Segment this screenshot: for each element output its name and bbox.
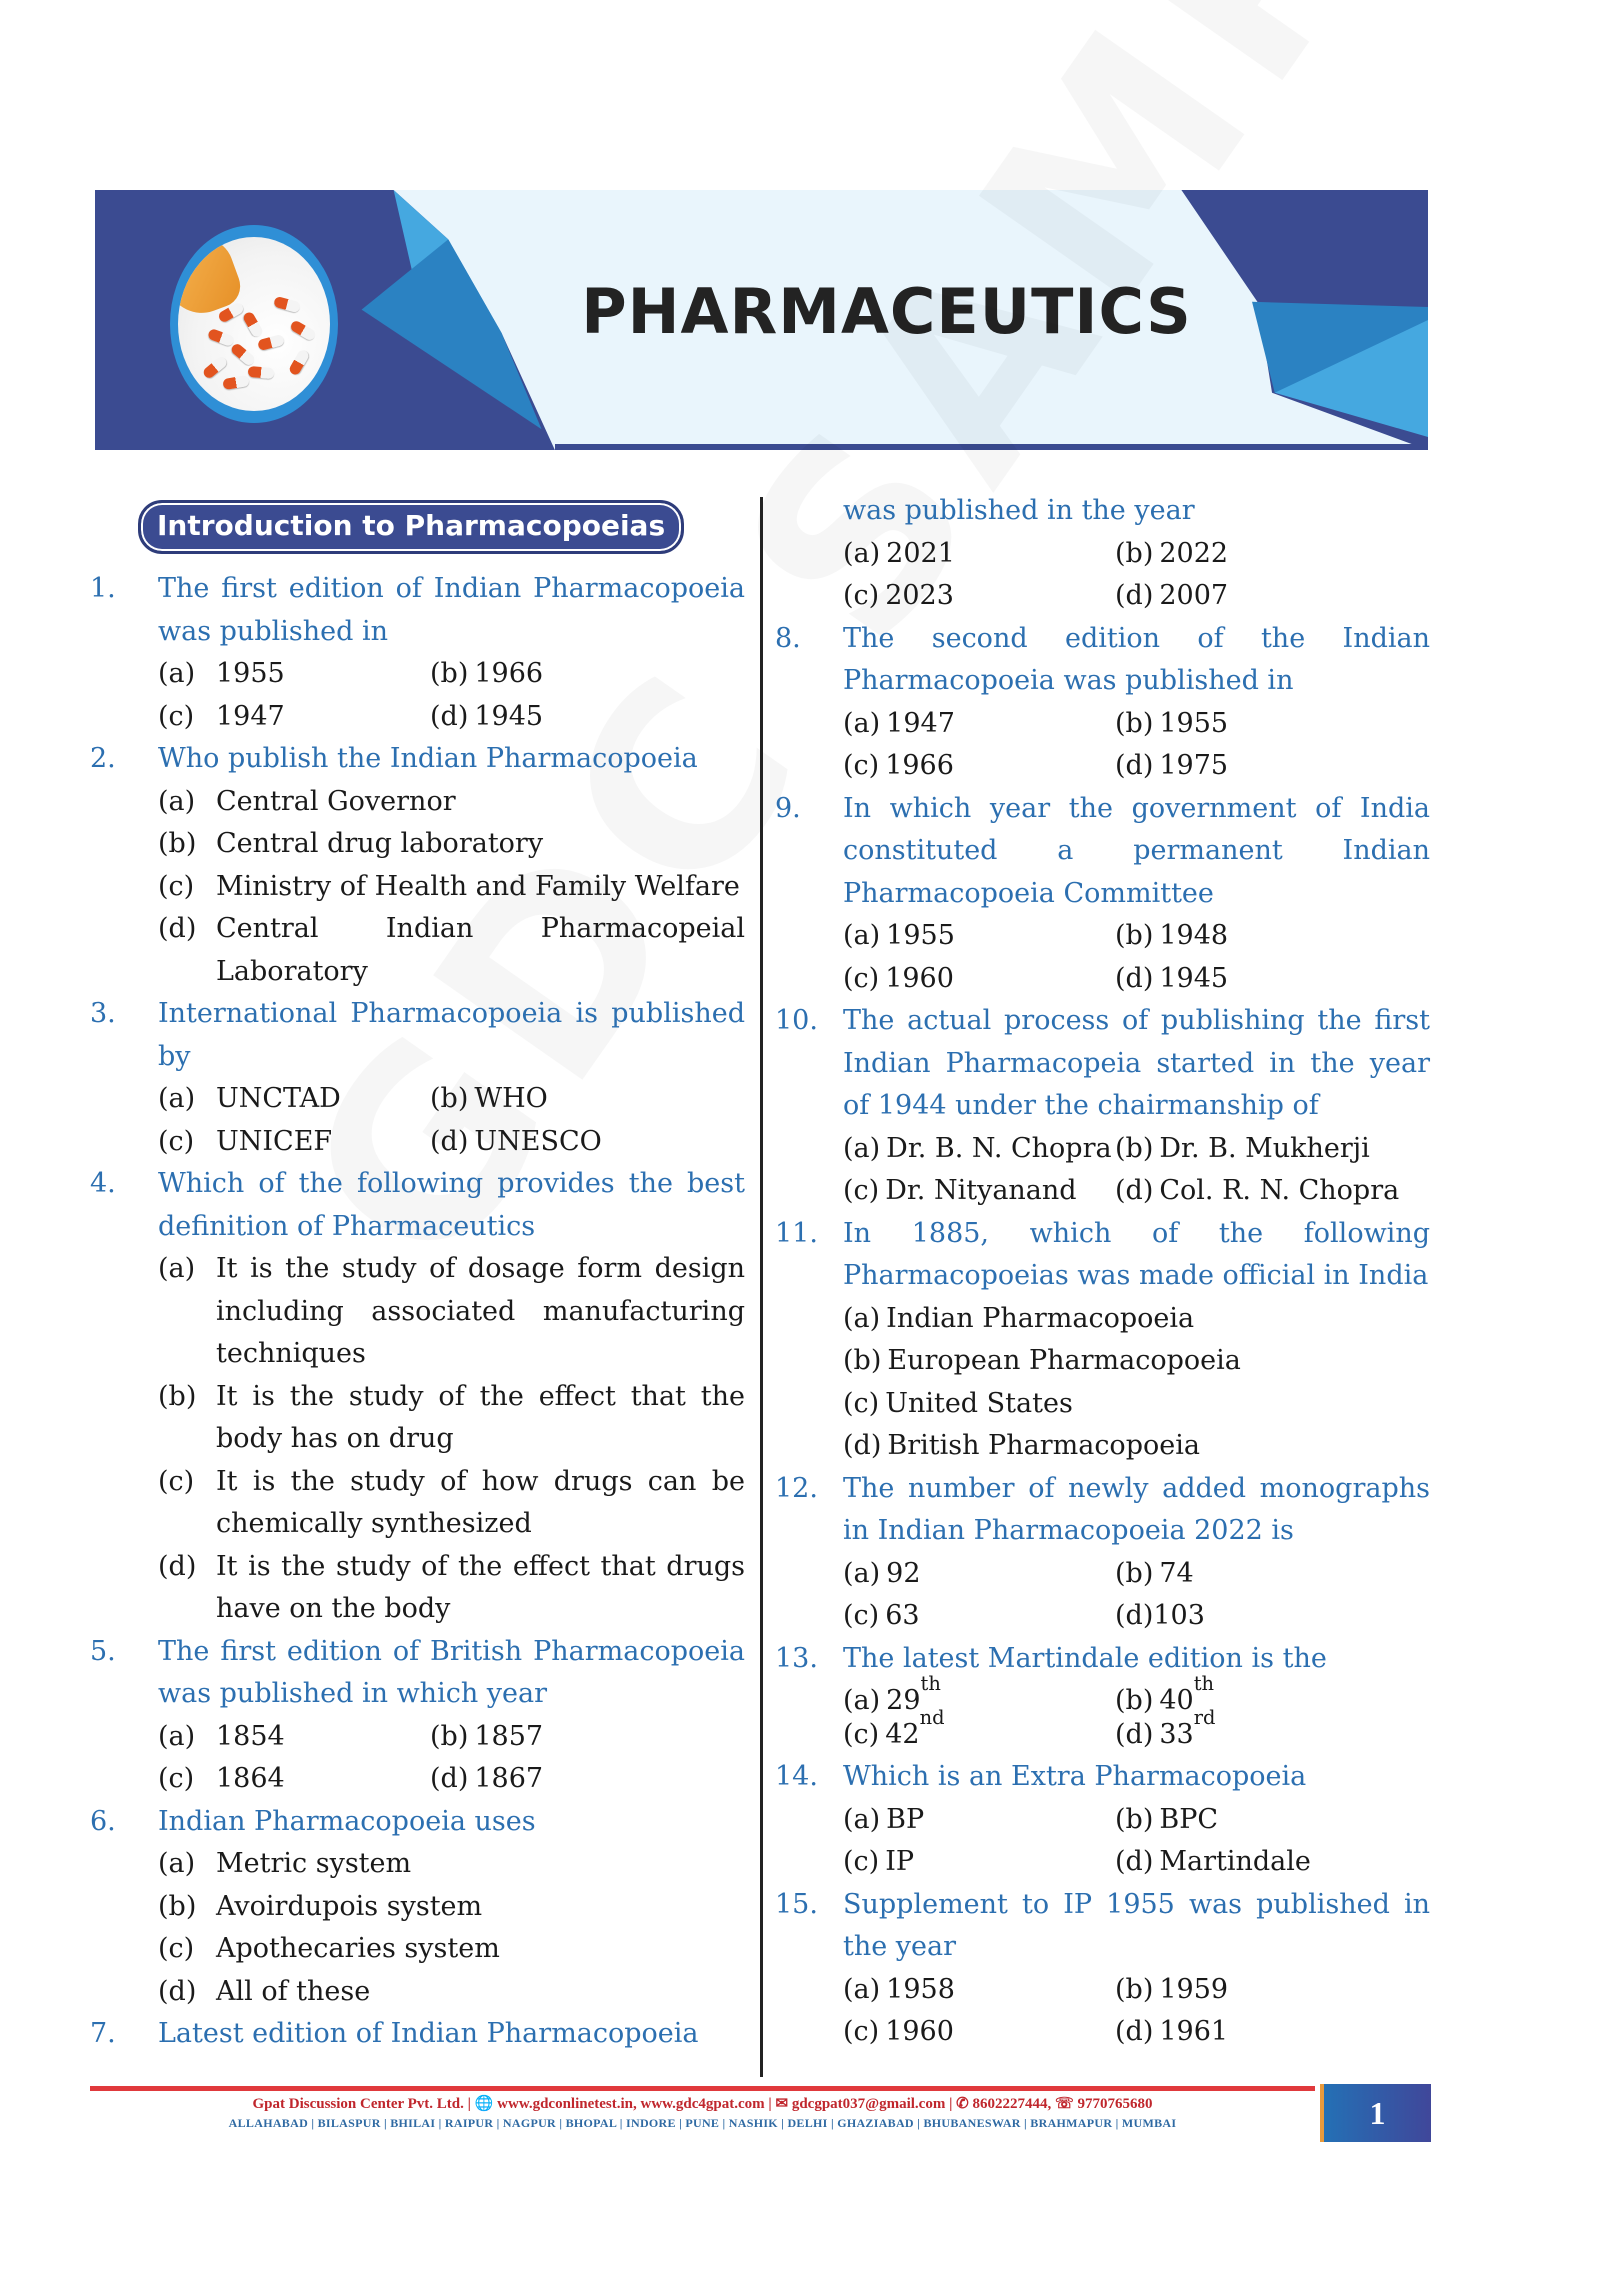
ordinal-suffix: th <box>1193 1672 1215 1695</box>
option-value: 29 <box>886 1685 921 1716</box>
option-label: (d) <box>158 913 197 944</box>
option-value: Col. R. N. Chopra <box>1159 1175 1400 1206</box>
option-c[interactable] <box>843 2011 1115 2054</box>
option-a[interactable] <box>158 1843 745 1886</box>
option-a[interactable] <box>158 1716 430 1759</box>
option-value: 1864 <box>216 1763 285 1794</box>
option-value: 1966 <box>885 750 954 781</box>
option-label: (c) <box>158 1763 195 1794</box>
option-label: (d) <box>158 1975 197 2007</box>
option-label: (b) <box>1115 537 1154 569</box>
option-label: (a) <box>843 1132 881 1164</box>
option-d[interactable] <box>1115 958 1430 1001</box>
option-b[interactable] <box>1115 1799 1430 1842</box>
option-label: (a) <box>843 1557 881 1589</box>
option-label: (d) <box>1115 1600 1154 1631</box>
option-label: (d) <box>1115 1175 1154 1206</box>
capsule-icon <box>248 366 275 379</box>
option-label: (b) <box>1115 1803 1154 1835</box>
option-value: 1961 <box>1159 2016 1229 2047</box>
question-9 <box>775 788 1430 1001</box>
option-value: It is the study of dosage form design including associated manufacturing techniques <box>216 1253 745 1369</box>
section-title: Introduction to Pharmacopoeias <box>138 500 684 554</box>
question-3 <box>90 993 745 1163</box>
option-b[interactable] <box>430 1716 745 1759</box>
question-11 <box>775 1213 1430 1468</box>
website-links[interactable]: www.gdconlinetest.in, www.gdc4gpat.com <box>497 2096 765 2112</box>
option-c[interactable] <box>843 958 1115 1001</box>
option-value: 1947 <box>216 700 285 732</box>
capsule-icon <box>222 375 250 390</box>
option-c[interactable] <box>158 1461 745 1546</box>
globe-icon: 🌐 <box>474 2096 494 2112</box>
footer <box>90 2094 1315 2132</box>
option-d[interactable] <box>1115 575 1430 618</box>
option-b[interactable] <box>843 1340 1430 1383</box>
question-text: The actual process of publishing the first Indian Pharmacopeia started in the year of 1944 under the chairmanship of <box>843 1005 1430 1121</box>
ordinal-suffix: th <box>920 1672 941 1695</box>
option-label: (a) <box>158 1253 196 1284</box>
phone-number[interactable]: 8602227444 <box>972 2096 1048 2112</box>
option-label: (a) <box>843 1302 881 1334</box>
option-value: 1955 <box>886 920 955 951</box>
option-value: Martindale <box>1159 1846 1311 1877</box>
option-label: (c) <box>843 750 880 781</box>
question-text: Who publish the Indian Pharmacopoeia <box>158 743 698 774</box>
option-a[interactable] <box>843 915 1115 958</box>
option-label: (a) <box>843 920 881 951</box>
option-label: (b) <box>430 658 469 689</box>
option-b[interactable] <box>430 1078 745 1121</box>
question-text: In 1885, which of the following Pharmacopoeias was made official in India <box>843 1217 1430 1291</box>
option-d[interactable] <box>1115 745 1430 788</box>
option-value: Central Governor <box>216 785 456 817</box>
option-d[interactable] <box>1115 2011 1430 2054</box>
option-c[interactable] <box>158 1121 430 1164</box>
option-value: 1857 <box>474 1720 544 1752</box>
option-c[interactable] <box>158 866 745 909</box>
question-number: 6. <box>90 1805 116 1837</box>
option-value: 1960 <box>885 2016 954 2047</box>
question-number: 2. <box>90 743 116 774</box>
option-value: British Pharmacopoeia <box>887 1430 1200 1461</box>
option-label: (d) <box>1115 962 1154 994</box>
option-b[interactable] <box>158 1376 745 1461</box>
question-number: 9. <box>775 792 801 824</box>
question-8 <box>775 618 1430 788</box>
question-1 <box>90 568 745 738</box>
option-label: (b) <box>430 1083 469 1114</box>
option-value: 74 <box>1159 1557 1194 1589</box>
question-10 <box>775 1000 1430 1213</box>
option-label: (d) <box>1115 750 1154 781</box>
option-d[interactable] <box>1115 1841 1430 1884</box>
question-text: The number of newly added monographs in Indian Pharmacopoeia 2022 is <box>843 1472 1430 1546</box>
chapter-banner <box>95 190 1428 450</box>
option-value: UNCTAD <box>216 1083 341 1114</box>
option-b[interactable] <box>1115 533 1430 576</box>
option-value: 1975 <box>1159 750 1229 781</box>
option-d[interactable] <box>430 696 745 739</box>
option-value: BPC <box>1159 1803 1219 1835</box>
mail-icon: ✉ <box>775 2096 789 2112</box>
question-number: 15. <box>775 1888 818 1920</box>
option-a[interactable] <box>843 1799 1115 1842</box>
question-text: Which of the following provides the best definition of Pharmaceutics <box>158 1168 745 1242</box>
option-label: (b) <box>1115 1685 1154 1716</box>
option-value: WHO <box>474 1083 548 1114</box>
option-label: (b) <box>430 1720 469 1752</box>
question-number: 8. <box>775 622 801 654</box>
option-b[interactable] <box>158 823 745 866</box>
option-value: 103 <box>1153 1600 1205 1631</box>
right-column <box>775 490 1430 2054</box>
banner-underline <box>555 444 1428 450</box>
question-text: Which is an Extra Pharmacopoeia <box>843 1761 1307 1792</box>
option-d[interactable] <box>843 1425 1430 1468</box>
option-value: It is the study of the effect that drugs have on the body <box>216 1550 745 1624</box>
option-value: 2021 <box>886 537 955 569</box>
phone-icon: ✆ <box>956 2096 969 2112</box>
option-label: (d) <box>158 1550 197 1582</box>
option-value: 1958 <box>886 1973 955 2005</box>
option-label: (d) <box>1115 1719 1154 1750</box>
option-label: (c) <box>158 700 195 732</box>
option-label: (a) <box>158 1083 196 1114</box>
question-14 <box>775 1756 1430 1884</box>
option-a[interactable] <box>843 1553 1115 1596</box>
option-value: All of these <box>216 1975 371 2007</box>
option-value: 42 <box>885 1719 920 1750</box>
footer-cities: ALLAHABAD | BILASPUR | BHILAI | RAIPUR | NAGPUR | BHOPAL | INDORE | PUNE | NASHIK | DELHI | GHAZIABAD | BHUBANESWAR | BRAHMAPUR | MUMBAI <box>228 2116 1177 2130</box>
question-number: 11. <box>775 1217 818 1249</box>
question-text: Indian Pharmacopoeia uses <box>158 1805 536 1837</box>
footer-rule <box>90 2086 1315 2091</box>
option-value: It is the study of the effect that the body has on drug <box>216 1380 745 1454</box>
option-label: (c) <box>843 1387 880 1419</box>
option-value: Metric system <box>216 1848 412 1879</box>
whatsapp-icon: ☏ <box>1054 2096 1074 2112</box>
question-number: 7. <box>90 2018 116 2049</box>
option-label: (c) <box>158 1465 195 1497</box>
option-label: (b) <box>843 1345 882 1376</box>
option-label: (c) <box>843 1600 880 1631</box>
option-label: (c) <box>843 1846 880 1877</box>
option-label: (b) <box>158 1380 197 1412</box>
option-label: (c) <box>158 1125 195 1157</box>
option-label: (a) <box>158 785 196 817</box>
option-c[interactable] <box>843 1383 1430 1426</box>
option-value: Central Indian Pharmacopeial Laboratory <box>216 913 745 987</box>
option-value: 1955 <box>1159 707 1229 739</box>
option-label: (a) <box>158 658 196 689</box>
option-label: (d) <box>1115 2016 1154 2047</box>
column-divider <box>760 497 763 2077</box>
option-label: (a) <box>843 707 881 739</box>
question-5 <box>90 1631 745 1801</box>
option-a[interactable] <box>843 1128 1115 1171</box>
option-b[interactable] <box>1115 703 1430 746</box>
option-value: UNICEF <box>216 1125 333 1157</box>
option-label: (a) <box>843 1803 881 1835</box>
option-label: (c) <box>158 870 195 902</box>
question-text: The first edition of Indian Pharmacopoeia was published in <box>158 573 745 647</box>
option-label: (a) <box>158 1720 196 1752</box>
option-label: (d) <box>430 1763 469 1794</box>
question-number: 14. <box>775 1761 818 1792</box>
option-b[interactable] <box>1115 1128 1430 1171</box>
option-label: (c) <box>158 1933 195 1964</box>
option-value: European Pharmacopoeia <box>887 1345 1241 1376</box>
question-number: 3. <box>90 998 116 1029</box>
question-text: Supplement to IP 1955 was published in the year <box>843 1888 1430 1962</box>
option-label: (b) <box>158 1890 197 1922</box>
option-value: Dr. B. Mukherji <box>1159 1132 1370 1164</box>
option-c[interactable] <box>843 1841 1115 1884</box>
option-value: It is the study of how drugs can be chemically synthesized <box>216 1465 745 1539</box>
option-c[interactable] <box>843 1595 1115 1638</box>
question-number: 5. <box>90 1635 116 1667</box>
option-label: (c) <box>843 580 880 611</box>
option-label: (d) <box>1115 580 1154 611</box>
question-6 <box>90 1801 745 2014</box>
option-label: (b) <box>1115 1973 1154 2005</box>
option-value: IP <box>885 1846 915 1877</box>
question-text: In which year the government of India constituted a permanent Indian Pharmacopoeia Committee <box>843 792 1430 909</box>
option-label: (c) <box>843 1175 880 1206</box>
option-value: 33 <box>1159 1719 1194 1750</box>
option-c[interactable] <box>843 1706 1115 1752</box>
option-value: 1854 <box>216 1720 285 1752</box>
left-column <box>90 500 745 2056</box>
option-label: (a) <box>158 1848 196 1879</box>
option-value: United States <box>885 1387 1073 1419</box>
option-value: 40 <box>1159 1685 1194 1716</box>
option-value: 2022 <box>1159 537 1229 569</box>
option-a[interactable] <box>843 533 1115 576</box>
option-value: 2023 <box>885 580 954 611</box>
question-number: 4. <box>90 1168 116 1199</box>
option-value: 1867 <box>474 1763 544 1794</box>
option-b[interactable] <box>1115 915 1430 958</box>
question-number: 1. <box>90 573 116 604</box>
option-label: (b) <box>1115 1557 1154 1589</box>
footer-contact-line: Gpat Discussion Center Pvt. Ltd. | 🌐 www.gdconlinetest.in, www.gdc4gpat.com | ✉ gdcgpat037@gmail.com | ✆ 8602227444, ☏ 9770765680 <box>252 2096 1153 2112</box>
question-4 <box>90 1163 745 1631</box>
option-b[interactable] <box>1115 1969 1430 2012</box>
company-name: Gpat Discussion Center Pvt. Ltd. <box>252 2096 464 2112</box>
option-d[interactable] <box>158 1971 745 2014</box>
question-text: The second edition of the Indian Pharmacopoeia was published in <box>843 622 1430 696</box>
option-label: (c) <box>843 962 880 994</box>
option-c[interactable] <box>158 1758 430 1801</box>
whatsapp-number[interactable]: 9770765680 <box>1077 2096 1153 2112</box>
option-b[interactable] <box>430 653 745 696</box>
capsule-icon <box>202 355 229 380</box>
option-a[interactable] <box>843 1969 1115 2012</box>
option-d[interactable] <box>1115 1706 1430 1752</box>
question-15 <box>775 1884 1430 2054</box>
option-a[interactable] <box>843 1298 1430 1341</box>
option-label: (b) <box>158 828 197 859</box>
option-label: (d) <box>843 1430 882 1461</box>
chapter-title: PHARMACEUTICS <box>581 275 1192 348</box>
question-text: Latest edition of Indian Pharmacopoeia <box>158 2018 699 2049</box>
option-value: Ministry of Health and Family Welfare <box>216 870 740 902</box>
option-d[interactable] <box>430 1758 745 1801</box>
option-label: (c) <box>843 2016 880 2047</box>
option-b[interactable] <box>1115 1672 1430 1718</box>
option-value: UNESCO <box>474 1125 602 1157</box>
option-b[interactable] <box>1115 1553 1430 1596</box>
option-d[interactable] <box>158 1546 745 1631</box>
question-text: The first edition of British Pharmacopoeia was published in which year <box>158 1635 745 1709</box>
option-value: 1947 <box>886 707 955 739</box>
option-c[interactable] <box>843 745 1115 788</box>
option-a[interactable] <box>158 1078 430 1121</box>
option-value: 2007 <box>1159 580 1229 611</box>
option-a[interactable] <box>158 781 745 824</box>
question-number: 13. <box>775 1642 818 1674</box>
option-label: (d) <box>430 1125 469 1157</box>
option-value: BP <box>886 1803 925 1835</box>
question-7-continued <box>775 490 1430 618</box>
option-value: 63 <box>885 1600 920 1631</box>
option-label: (d) <box>430 700 469 732</box>
option-value: 1960 <box>885 962 954 994</box>
option-value: 1959 <box>1159 1973 1229 2005</box>
question-text: International Pharmacopoeia is published by <box>158 998 745 1072</box>
option-label: (b) <box>1115 920 1154 951</box>
question-number: 10. <box>775 1005 818 1036</box>
option-a[interactable] <box>843 703 1115 746</box>
option-value: 1966 <box>474 658 544 689</box>
option-value: 1945 <box>474 700 544 732</box>
option-value: Central drug laboratory <box>216 828 544 859</box>
option-a[interactable] <box>158 1248 745 1376</box>
ordinal-suffix: rd <box>1193 1706 1216 1729</box>
option-d[interactable] <box>430 1121 745 1164</box>
question-number: 12. <box>775 1472 818 1504</box>
option-c[interactable] <box>843 1170 1115 1213</box>
option-d[interactable] <box>158 908 745 993</box>
question-13 <box>775 1638 1430 1757</box>
option-c[interactable] <box>158 1928 745 1971</box>
option-value: 1948 <box>1159 920 1229 951</box>
option-label: (b) <box>1115 1132 1154 1164</box>
question-7 <box>90 2013 745 2056</box>
option-label: (c) <box>843 1719 880 1750</box>
option-c[interactable] <box>843 575 1115 618</box>
question-text: was published in the year <box>843 495 1195 526</box>
option-label: (b) <box>1115 707 1154 739</box>
option-value: Dr. Nityanand <box>885 1175 1077 1206</box>
option-label: (a) <box>843 1973 881 2005</box>
question-text: The latest Martindale edition is the <box>843 1642 1327 1674</box>
option-a[interactable] <box>843 1672 1115 1718</box>
email-link[interactable]: gdcgpat037@gmail.com <box>791 2096 946 2112</box>
option-value: Indian Pharmacopoeia <box>886 1302 1195 1334</box>
option-b[interactable] <box>158 1886 745 1929</box>
page-number: 1 <box>1320 2084 1431 2142</box>
question-12 <box>775 1468 1430 1638</box>
option-c[interactable] <box>158 696 430 739</box>
option-label: (a) <box>843 1685 881 1716</box>
option-value: 92 <box>886 1557 921 1589</box>
question-2 <box>90 738 745 993</box>
ordinal-suffix: nd <box>919 1706 945 1729</box>
option-value: 1945 <box>1159 962 1229 994</box>
option-value: Apothecaries system <box>216 1933 500 1964</box>
option-a[interactable] <box>158 653 430 696</box>
capsule-icon <box>288 348 311 376</box>
option-value: Dr. B. N. Chopra <box>886 1132 1112 1164</box>
option-value: 1955 <box>216 658 285 689</box>
option-value: Avoirdupois system <box>216 1890 483 1922</box>
option-d[interactable] <box>1115 1170 1430 1213</box>
option-d[interactable] <box>1115 1595 1430 1638</box>
option-label: (a) <box>843 537 881 569</box>
option-label: (d) <box>1115 1846 1154 1877</box>
